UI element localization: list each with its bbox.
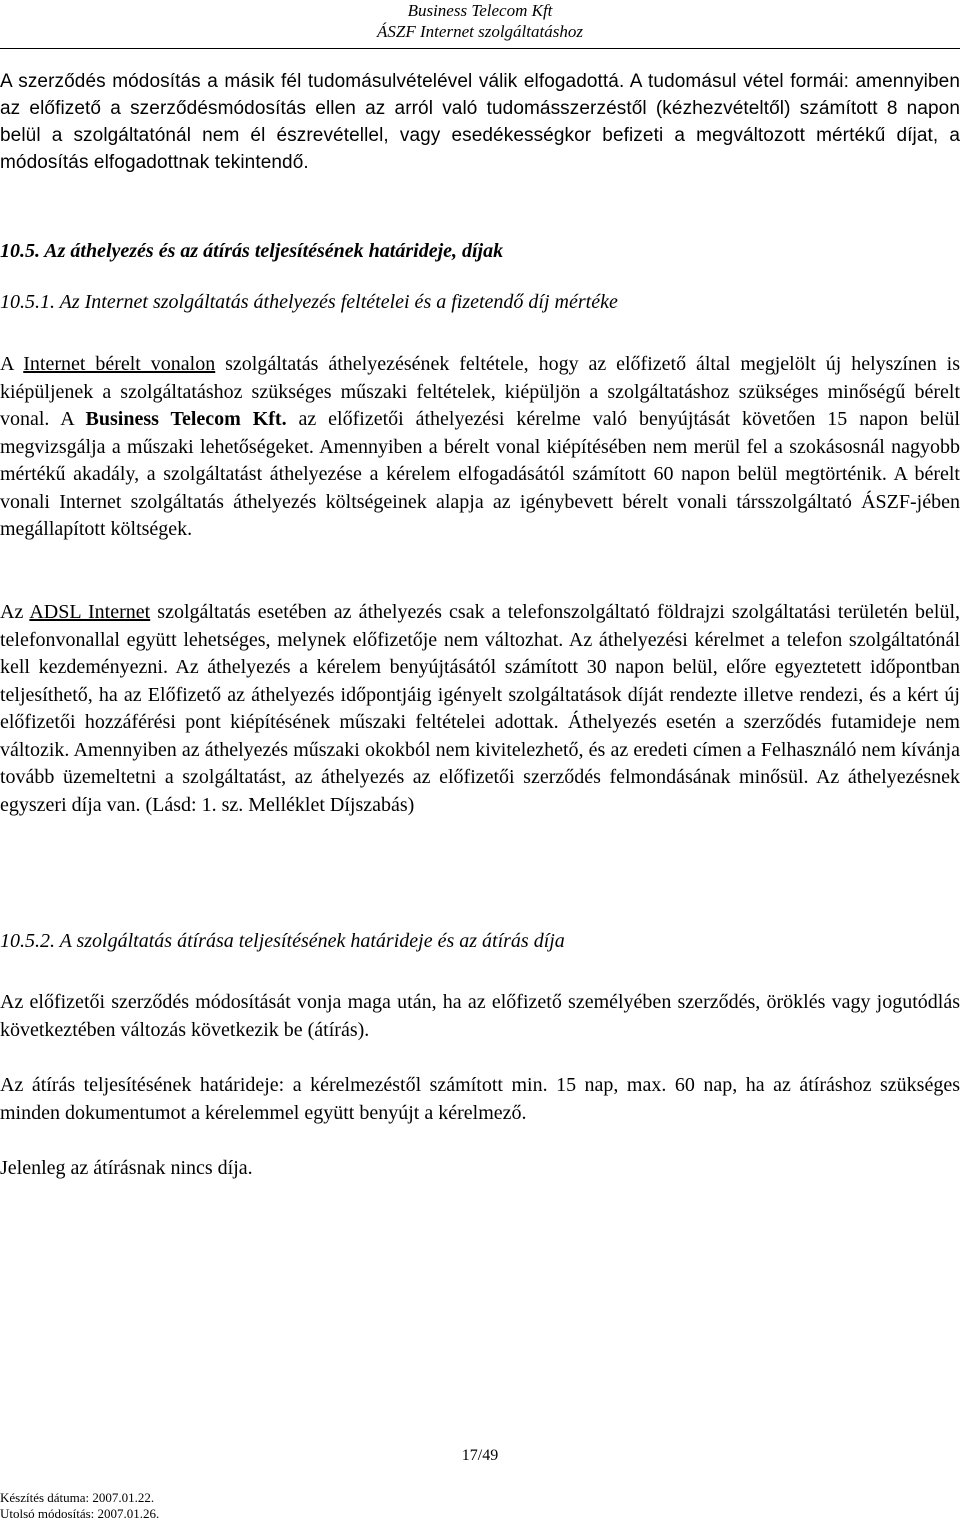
text-run: szolgáltatás esetében az áthelyezés csak a telefonszolgáltató földrajzi szolgáltatási területén belül, telefonvonallal együtt lehetséges, melynek előfizetője nem változhat. Az áthelyezési kérelmet a telefon szolgáltatónál kell kezdeményezni. Az áthelyezés a kérelem benyújtásától számított 30 napon belül, előre egyeztetett időpontban teljesíthető, ha az Előfizető az áthelyezés időpontjáig igényelt szolgáltatások díját rendezte illetve rendezi, és a kért új előfizetői hozzáférési pont kiépítésének műszaki feltételei adottak. Áthelyezés esetén a szerződés futamideje nem változik. Amennyiben az áthelyezés műszaki okokból nem kivitelezhető, és az eredeti címen a Felhasználó nem kívánja tovább üzemeltetni a szolgáltatást, az áthelyezés az előfizetői szerződés felmondásának minősül. Az áthelyezésnek egyszeri díja van. (Lásd: 1. sz. Melléklet Díjszabás) xyxy=(0,601,960,816)
section-10-5-1-heading: 10.5.1. Az Internet szolgáltatás áthelyezés feltételei és a fizetendő díj mértéke xyxy=(0,291,618,313)
header-company: Business Telecom Kft xyxy=(407,1,553,20)
text-run: az előfizetői áthelyezési kérelme való benyújtását követően 15 napon belül megvizsgálja a műszaki lehetőségeket. Amennyiben a bérelt vonal kiépítésében nem merül fel a szokásosnál nagyobb mértékű akadály, a szolgáltatást áthelyezése a kérelem elfogadásától számított 60 napon belül megtörténik. A bérelt vonali Internet szolgáltatás áthelyezés költségeinek alapja az igénybevett bérelt vonali társszolgáltató ÁSZF-jében megállapított költségek. xyxy=(0,408,960,540)
footer-modified-date: Utolsó módosítás: 2007.01.26. xyxy=(0,1506,160,1521)
section-10-5-1-paragraph-2 xyxy=(0,599,960,819)
section-10-5-2-heading: 10.5.2. A szolgáltatás átírása teljesítésének határideje és az átírás díja xyxy=(0,930,565,952)
section-10-5-2-paragraph-3: Jelenleg az átírásnak nincs díja. xyxy=(0,1157,253,1179)
company-name-bold: Business Telecom Kft. xyxy=(85,408,287,430)
section-10-5-heading: 10.5. Az áthelyezés és az átírás teljesítésének határideje, díjak xyxy=(0,240,504,262)
section-10-5-2-paragraph-2: Az átírás teljesítésének határideje: a kérelmezéstől számított min. 15 nap, max. 60 nap, ha az átíráshoz szükséges minden dokumentumot a kérelemmel együtt benyújt a kérelmező. xyxy=(0,1074,960,1124)
text-run: szolgáltatás áthelyezésének feltétele, hogy az előfizető által megjelölt új helyszínen is kiépüljenek a szolgáltatáshoz szükséges műszaki feltételek, kiépüljön a szolgáltatáshoz szükséges minőségű bérelt vonal. A xyxy=(0,353,960,430)
intro-paragraph: A szerződés módosítás a másik fél tudomásulvételével válik elfogadottá. A tudomásul vétel formái: amennyiben az előfizető a szerződésmódosítás ellen az arról való tudomásszerzéstől (kézhezvételtől) számított 8 napon belül a szolgáltatónál nem él észrevétellel, vagy esedékességkor befizeti a megváltozott mértékű díjat, a módosítás elfogadottnak tekintendő. xyxy=(0,71,960,173)
internet-berelt-vonal-link[interactable]: Internet bérelt vonalon xyxy=(23,353,216,375)
text-run: Az xyxy=(0,601,30,623)
section-10-5-1-paragraph-1 xyxy=(0,351,960,544)
section-10-5-2-paragraph-1: Az előfizetői szerződés módosítását vonja maga után, ha az előfizető személyében szerződés, öröklés vagy jogutódlás következtében változás következik be (átírás). xyxy=(0,991,960,1041)
text-run: A xyxy=(0,353,24,375)
page-number: 17/49 xyxy=(461,1447,499,1464)
header-divider xyxy=(0,48,960,49)
page-header xyxy=(0,0,960,42)
footer-created-date: Készítés dátuma: 2007.01.22. xyxy=(0,1490,155,1505)
header-subtitle: ÁSZF Internet szolgáltatáshoz xyxy=(377,22,583,41)
adsl-internet-link[interactable]: ADSL Internet xyxy=(29,601,151,623)
